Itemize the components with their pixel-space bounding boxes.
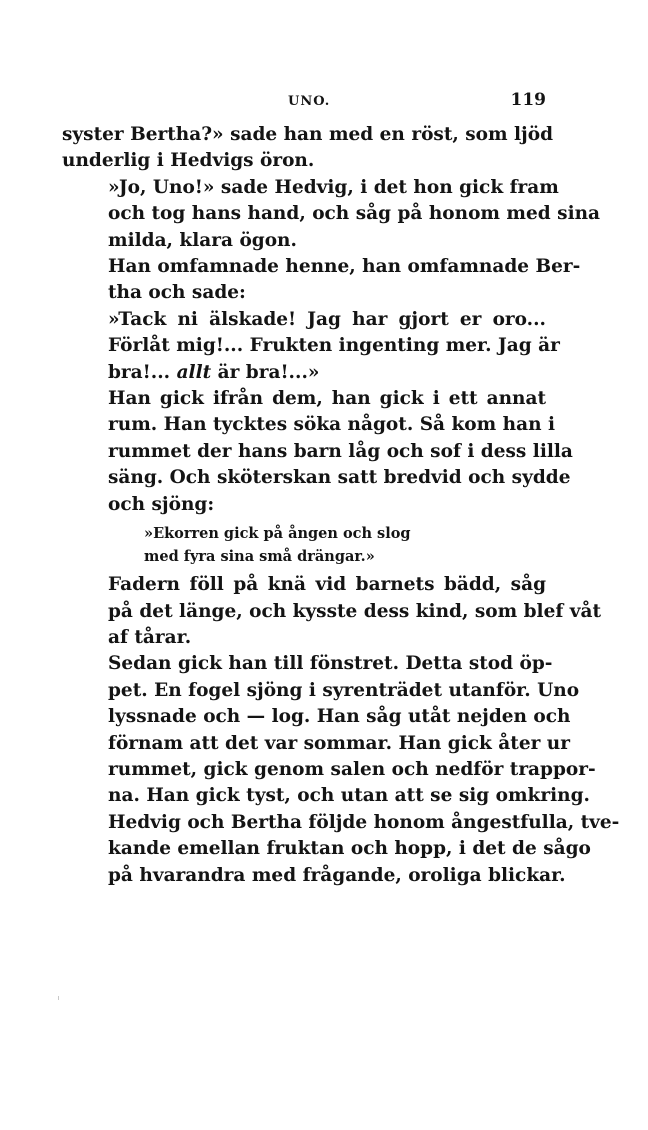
paragraph	[62, 122, 554, 175]
running-title: UNO.	[288, 94, 331, 109]
paragraph	[62, 175, 601, 254]
text-line: pet. En fogel sjöng i syrenträdet utanför. Uno	[108, 679, 580, 701]
text-line: förnam att det var sommar. Han gick åter ur	[108, 732, 570, 754]
text-line: Sedan gick han till fönstret. Detta stod öp-	[108, 653, 553, 675]
paper-speck	[58, 996, 59, 1000]
text-line: underlig i Hedvigs öron.	[62, 150, 315, 172]
text-segment: bra!...	[108, 361, 177, 383]
paragraph	[62, 307, 560, 386]
running-header	[62, 88, 546, 122]
text-line: Fadern föll på knä vid barnets bädd, såg	[108, 574, 546, 596]
text-line: »Tack ni älskade! Jag har gjort er oro...	[108, 308, 546, 330]
paragraph	[62, 651, 620, 889]
text-line: och tog hans hand, och såg på honom med sina	[108, 203, 601, 225]
text-line	[62, 360, 546, 386]
text-segment: är bra!...»	[211, 361, 320, 383]
text-line: Han gick ifrån dem, han gick i ett annat	[108, 388, 546, 410]
body-text	[62, 122, 620, 889]
text-line: af tårar.	[108, 626, 192, 648]
page-number: 119	[510, 90, 546, 110]
text-line: på det länge, och kysste dess kind, som blef våt	[108, 600, 602, 622]
text-line: kande emellan fruktan och hopp, i det de sågo	[108, 838, 591, 860]
text-line: Förlåt mig!... Frukten ingenting mer. Jag är	[108, 335, 560, 357]
text-line: lyssnade och — log. Han såg utåt nejden och	[108, 706, 571, 728]
text-line: syster Bertha?» sade han med en röst, som ljöd	[62, 124, 554, 145]
text-line: på hvarandra med frågande, oroliga blickar.	[108, 864, 566, 886]
text-line: säng. Och sköterskan satt bredvid och sydde	[108, 467, 571, 489]
verse-line: med fyra sina små drängar.»	[144, 548, 375, 566]
paragraph	[62, 572, 602, 651]
italic-word: allt	[176, 361, 212, 383]
book-page	[62, 88, 620, 889]
song-verse	[144, 522, 546, 568]
text-line: rummet, gick genom salen och nedför trappor-	[108, 758, 596, 780]
text-line: tha och sade:	[108, 282, 246, 304]
text-line: na. Han gick tyst, och utan att se sig omkring.	[108, 785, 590, 807]
text-line: rum. Han tycktes söka något. Så kom han i	[108, 414, 556, 436]
text-line: milda, klara ögon.	[108, 229, 297, 251]
text-line: Hedvig och Bertha följde honom ångestfulla, tve-	[108, 811, 620, 833]
paragraph	[62, 254, 581, 307]
verse-line: »Ekorren gick på ången och slog	[144, 525, 411, 543]
text-line: och sjöng:	[108, 493, 215, 515]
text-line: rummet der hans barn låg och sof i dess lilla	[108, 440, 573, 462]
text-line: Han omfamnade henne, han omfamnade Ber-	[108, 256, 581, 278]
text-line: »Jo, Uno!» sade Hedvig, i det hon gick fram	[108, 176, 559, 198]
paragraph	[62, 386, 573, 518]
